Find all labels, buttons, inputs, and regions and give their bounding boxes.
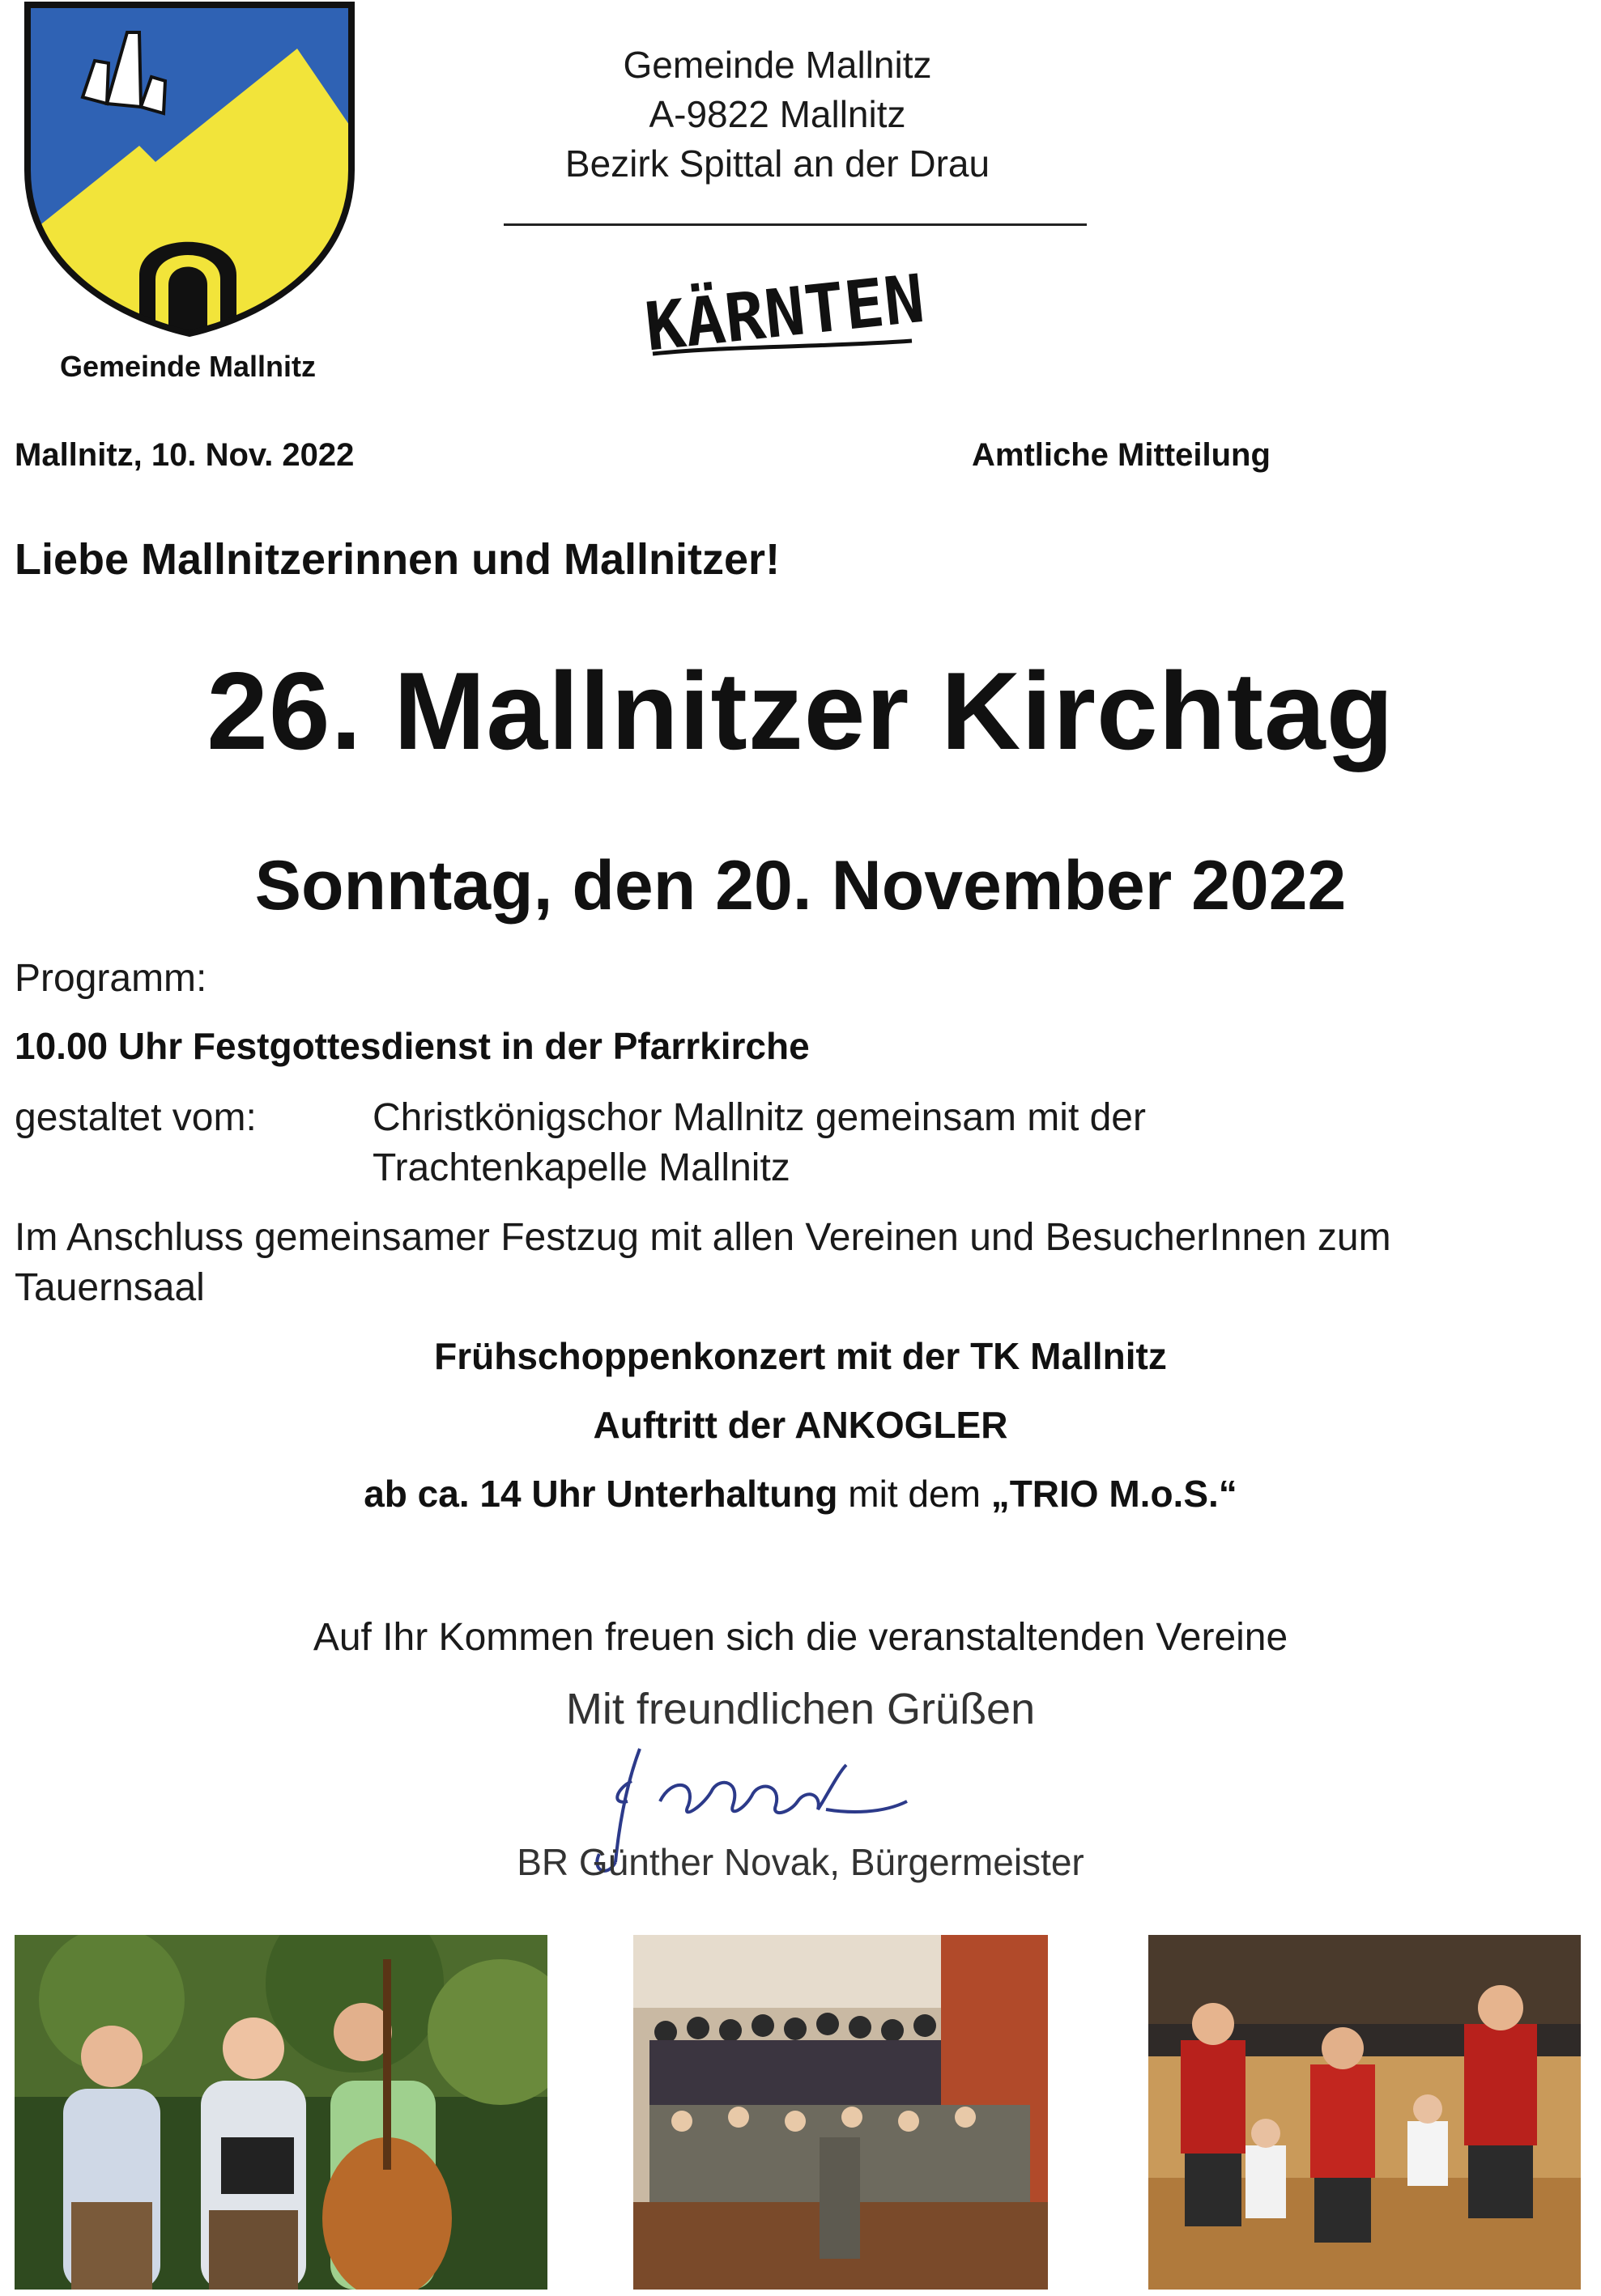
- event-title: 26. Mallnitzer Kirchtag: [207, 649, 1394, 772]
- entertainment-time: ab ca. 14 Uhr Unterhaltung: [364, 1473, 838, 1515]
- entertainment-connector: mit dem: [837, 1473, 991, 1515]
- kaernten-region-logo: [637, 247, 928, 368]
- address-line-1: Gemeinde Mallnitz: [623, 44, 932, 86]
- shaped-by-line-1: Christkönigschor Mallnitz gemeinsam mit der: [373, 1096, 1146, 1139]
- programme-label: Programm:: [15, 957, 207, 1000]
- signatory: BR Günther Novak, Bürgermeister: [517, 1841, 1084, 1883]
- address-line-2: A-9822 Mallnitz: [649, 93, 906, 135]
- closing-line: Auf Ihr Kommen freuen sich die veranstaltenden Vereine: [313, 1616, 1288, 1659]
- folk-dance-photo: [1148, 1935, 1581, 2290]
- greeting: Mit freundlichen Grüßen: [565, 1685, 1036, 1733]
- address-line-3: Bezirk Spittal an der Drau: [564, 142, 990, 185]
- procession-line-2: Tauernsaal: [15, 1266, 205, 1309]
- region-logo-text: KÄRNTEN: [641, 260, 928, 367]
- salutation: Liebe Mallnitzerinnen und Mallnitzer!: [15, 535, 781, 584]
- crest-caption: Gemeinde Mallnitz: [59, 350, 317, 383]
- choir-and-band-photo: [633, 1935, 1048, 2290]
- notice-type: Amtliche Mitteilung: [972, 437, 1271, 473]
- band-trio-photo: [15, 1935, 547, 2290]
- mass-time: 10.00 Uhr Festgottesdienst in der Pfarrkirche: [15, 1025, 810, 1067]
- municipal-crest-logo: [18, 0, 358, 340]
- concert-item: Frühschoppenkonzert mit der TK Mallnitz: [434, 1335, 1167, 1377]
- procession-line-1: Im Anschluss gemeinsamer Festzug mit allen Vereinen und BesucherInnen zum: [15, 1216, 1391, 1259]
- event-date: Sonntag, den 20. November 2022: [254, 847, 1347, 925]
- shaped-by-value: [373, 1093, 1571, 1193]
- performance-item: Auftritt der ANKOGLER: [593, 1404, 1008, 1446]
- shaped-by-label: gestaltet vom:: [15, 1096, 257, 1139]
- shaped-by-line-2: Trachtenkapelle Mallnitz: [373, 1146, 790, 1189]
- place-and-date: Mallnitz, 10. Nov. 2022: [15, 437, 355, 473]
- municipality-address: [502, 40, 1053, 189]
- entertainment-band: „TRIO M.o.S.“: [990, 1473, 1237, 1515]
- header-divider: [504, 223, 1087, 226]
- procession-note: [15, 1213, 1586, 1313]
- entertainment-item: [0, 1472, 1601, 1516]
